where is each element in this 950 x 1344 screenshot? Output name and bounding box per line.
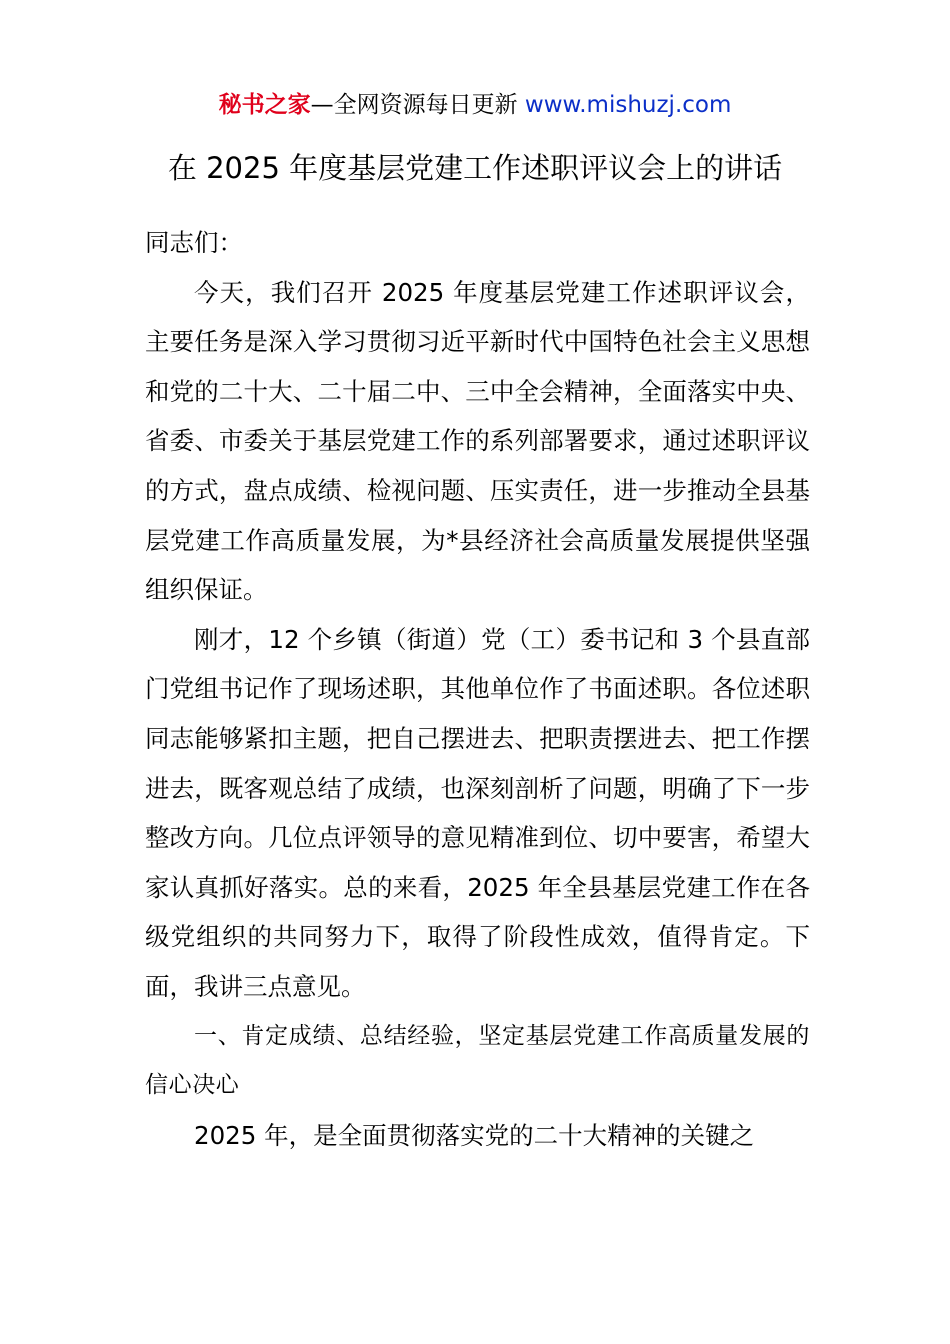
section-heading: 一、肯定成绩、总结经验，坚定基层党建工作高质量发展的信心决心 [145, 1022, 810, 1099]
header-tagline: —全网资源每日更新 [310, 92, 525, 118]
document-title: 在 2025 年度基层党建工作述职评议会上的讲话 [167, 151, 783, 185]
site-url-link[interactable]: www.mishuzj.com [524, 92, 732, 118]
brand-name: 秘书之家 [218, 92, 311, 118]
document-body [145, 218, 810, 1160]
site-header [0, 88, 950, 122]
body-paragraph: 刚才，12 个乡镇（街道）党（工）委书记和 3 个县直部门党组书记作了现场述职，其他单位作了书面述职。各位述职同志能够紧扣主题，把自己摆进去、把职责摆进去、把工作摆进去，既客观总结了成绩，也深刻剖析了问题，明确了下一步整改方向。几位点评领导的意见精准到位、切中要害，希望大家认真抓好落实。总的来看，2025 年全县基层党建工作在各级党组织的共同努力下，取得了阶段性成效，值得肯定。下面，我讲三点意见。 [145, 624, 810, 1001]
salutation: 同志们： [145, 228, 243, 257]
body-paragraph: 今天，我们召开 2025 年度基层党建工作述职评议会，主要任务是深入学习贯彻习近平新时代中国特色社会主义思想和党的二十大、二十届二中、三中全会精神，全面落实中央、省委、市委关于基层党建工作的系列部署要求，通过述职评议的方式，盘点成绩、检视问题、压实责任，进一步推动全县基层党建工作高质量发展，为*县经济社会高质量发展提供坚强组织保证。 [145, 277, 810, 605]
body-paragraph: 2025 年，是全面贯彻落实党的二十大精神的关键之 [194, 1120, 755, 1150]
